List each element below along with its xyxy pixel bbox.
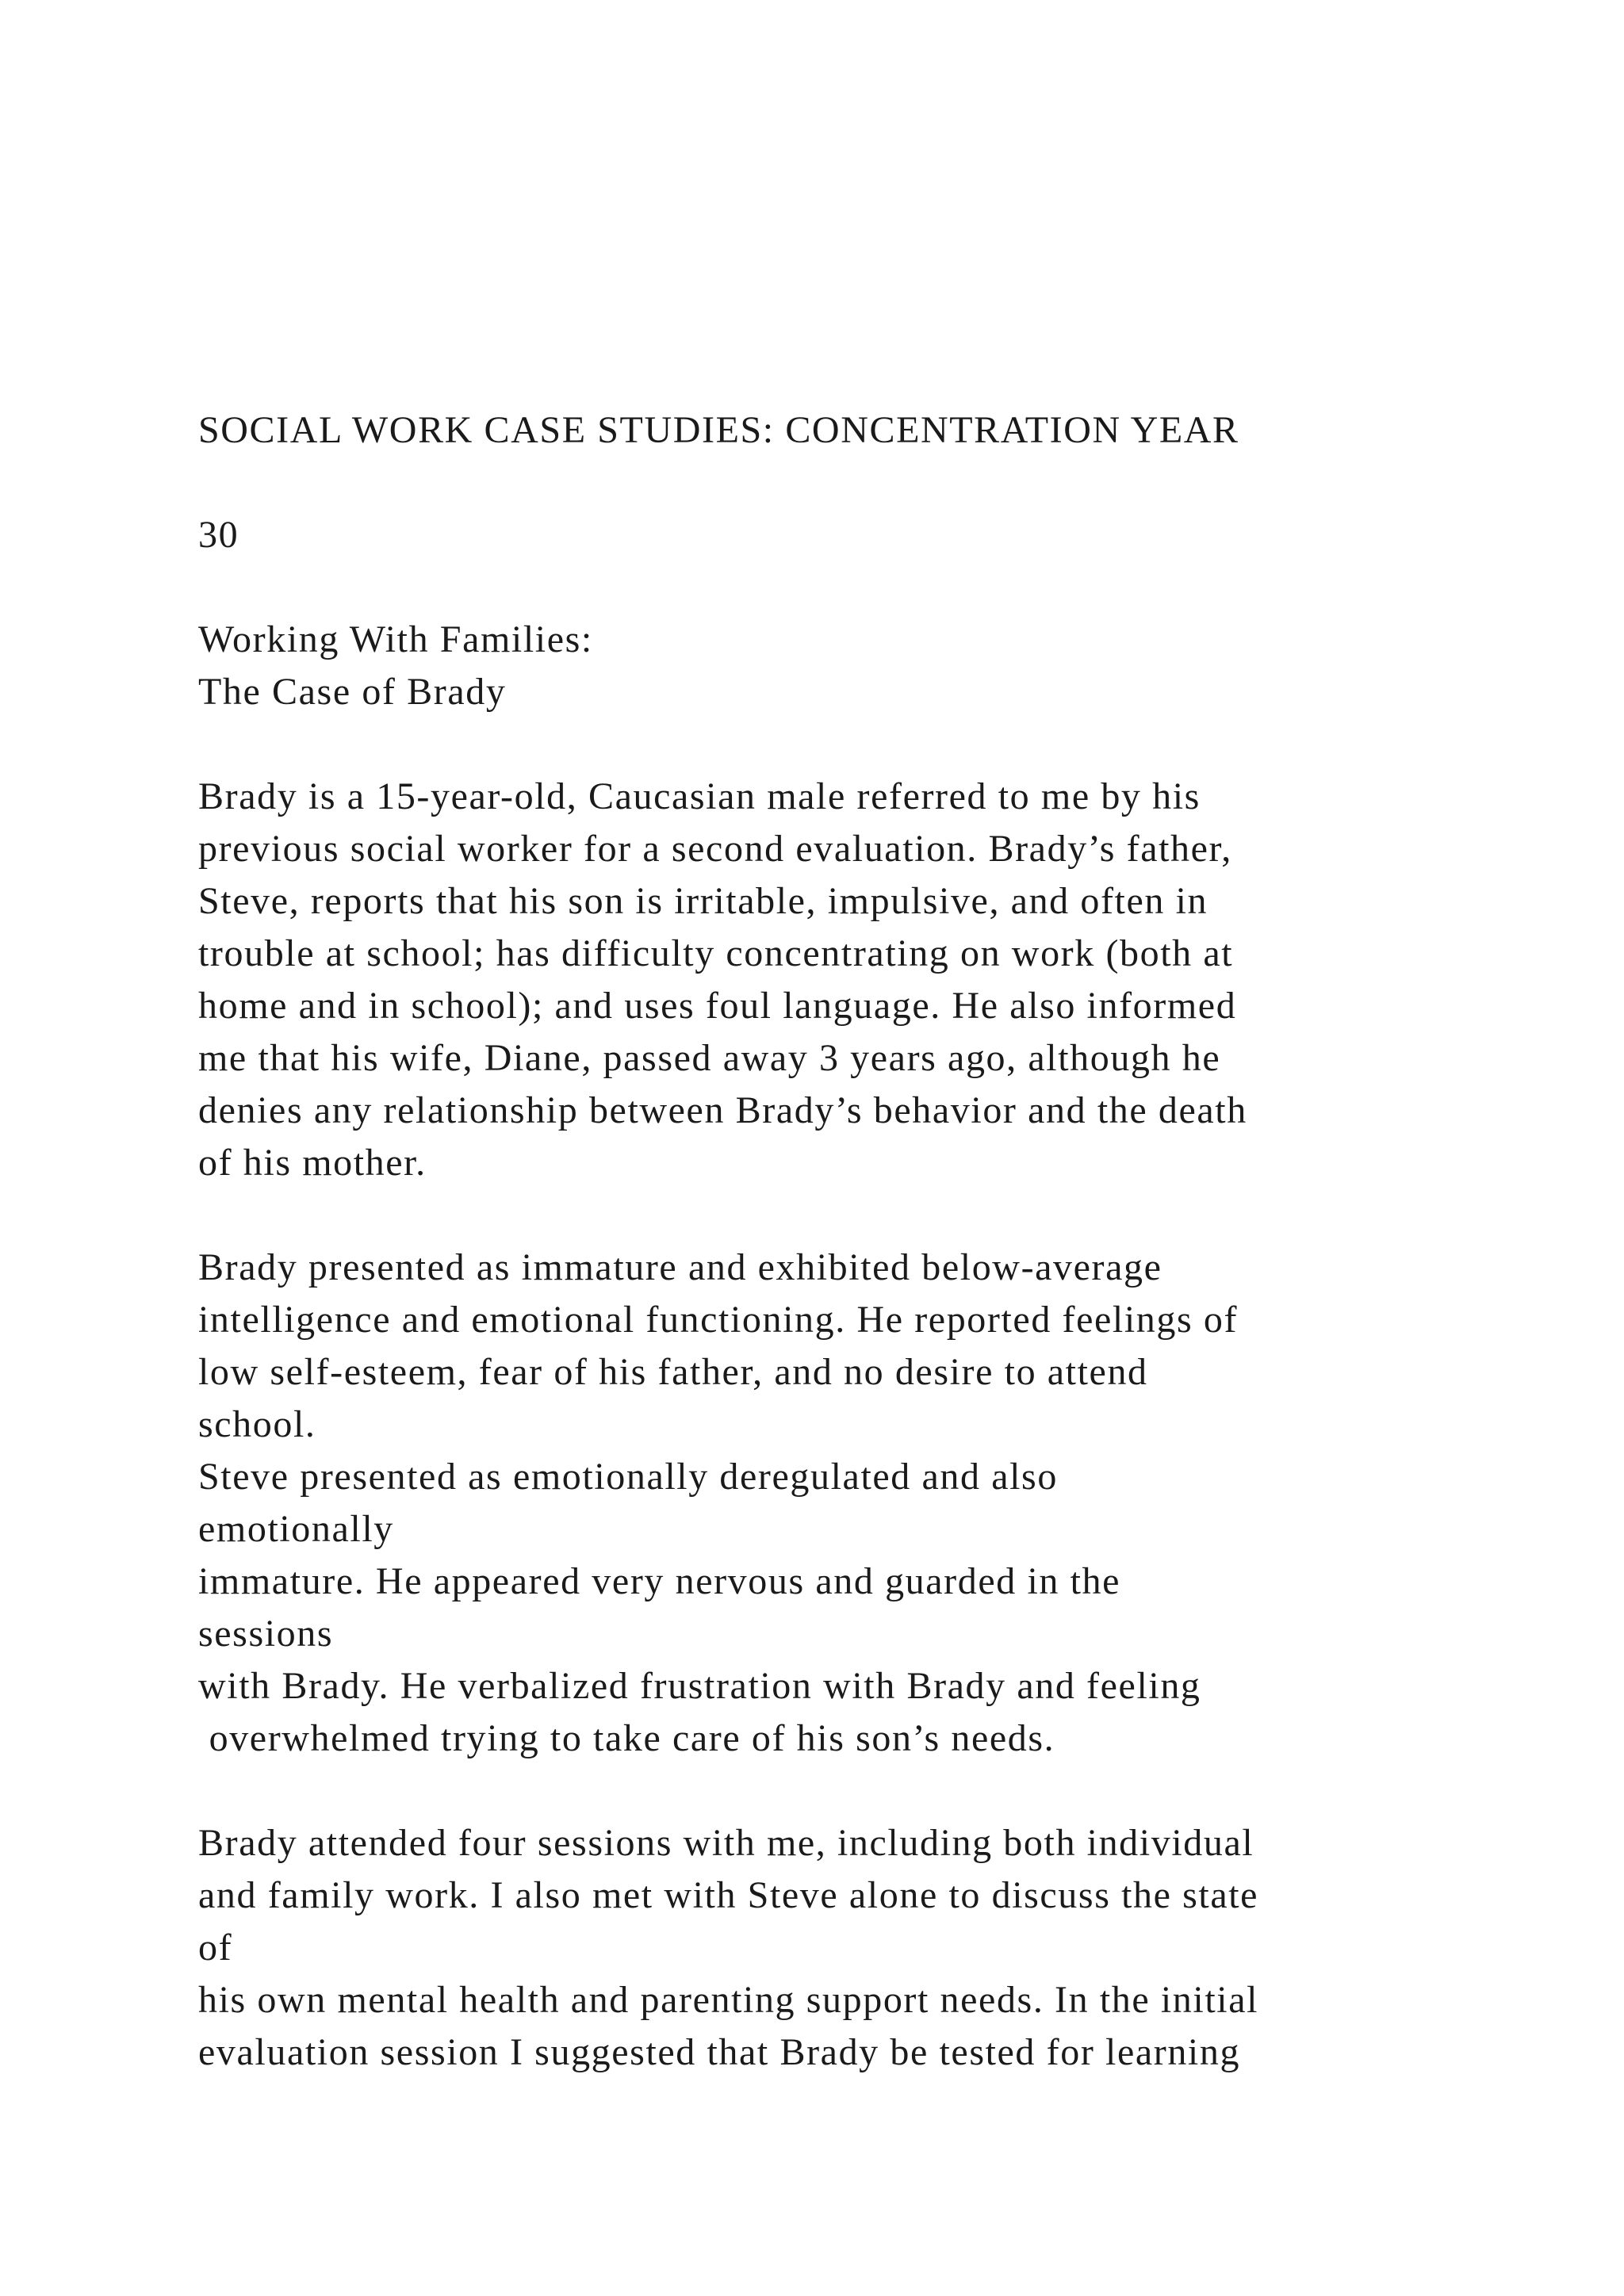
text-line: Brady attended four sessions with me, including both individual: [198, 1822, 1254, 1864]
text-line: home and in school); and uses foul language. He also informed: [198, 985, 1237, 1027]
text-line: of: [198, 1927, 233, 1969]
text-line: Steve presented as emotionally deregulated and also: [198, 1456, 1058, 1498]
text-line: low self-esteem, fear of his father, and no desire to attend: [198, 1351, 1148, 1393]
text-line: overwhelmed trying to take care of his son’s needs.: [198, 1717, 1055, 1759]
text-line: immature. He appeared very nervous and guarded in the: [198, 1560, 1121, 1602]
document-body: [198, 404, 1499, 2079]
text-line: trouble at school; has difficulty concentrating on work (both at: [198, 932, 1234, 974]
text-line: sessions: [198, 1613, 334, 1655]
paragraph-2: [198, 1242, 1499, 1765]
spacer: [198, 457, 1499, 509]
spacer: [198, 561, 1499, 614]
spacer: [198, 1765, 1499, 1817]
text-line: Brady is a 15-year-old, Caucasian male referred to me by his: [198, 775, 1201, 817]
text-line: intelligence and emotional functioning. He reported feelings of: [198, 1299, 1239, 1341]
text-line: his own mental health and parenting support needs. In the initial: [198, 1979, 1259, 2021]
page-number: 30: [198, 514, 239, 556]
text-line: previous social worker for a second evaluation. Brady’s father,: [198, 828, 1232, 870]
running-title: SOCIAL WORK CASE STUDIES: CONCENTRATION YEAR: [198, 409, 1239, 451]
text-line: Steve, reports that his son is irritable, impulsive, and often in: [198, 880, 1208, 922]
case-title-line-2: The Case of Brady: [198, 671, 507, 713]
text-line: of his mother.: [198, 1142, 427, 1184]
text-line: evaluation session I suggested that Brady be tested for learning: [198, 2031, 1241, 2073]
spacer: [198, 1189, 1499, 1242]
text-line: denies any relationship between Brady’s behavior and the death: [198, 1089, 1247, 1131]
text-line: with Brady. He verbalized frustration with Brady and feeling: [198, 1665, 1201, 1707]
text-line: and family work. I also met with Steve alone to discuss the state: [198, 1874, 1259, 1916]
spacer: [198, 718, 1499, 771]
text-line: school.: [198, 1403, 316, 1445]
text-line: Brady presented as immature and exhibited below-average: [198, 1246, 1162, 1288]
paragraph-3: [198, 1817, 1499, 2079]
case-title-line-1: Working With Families:: [198, 618, 593, 660]
text-line: emotionally: [198, 1508, 394, 1550]
text-line: me that his wife, Diane, passed away 3 years ago, although he: [198, 1037, 1221, 1079]
paragraph-1: [198, 771, 1499, 1189]
